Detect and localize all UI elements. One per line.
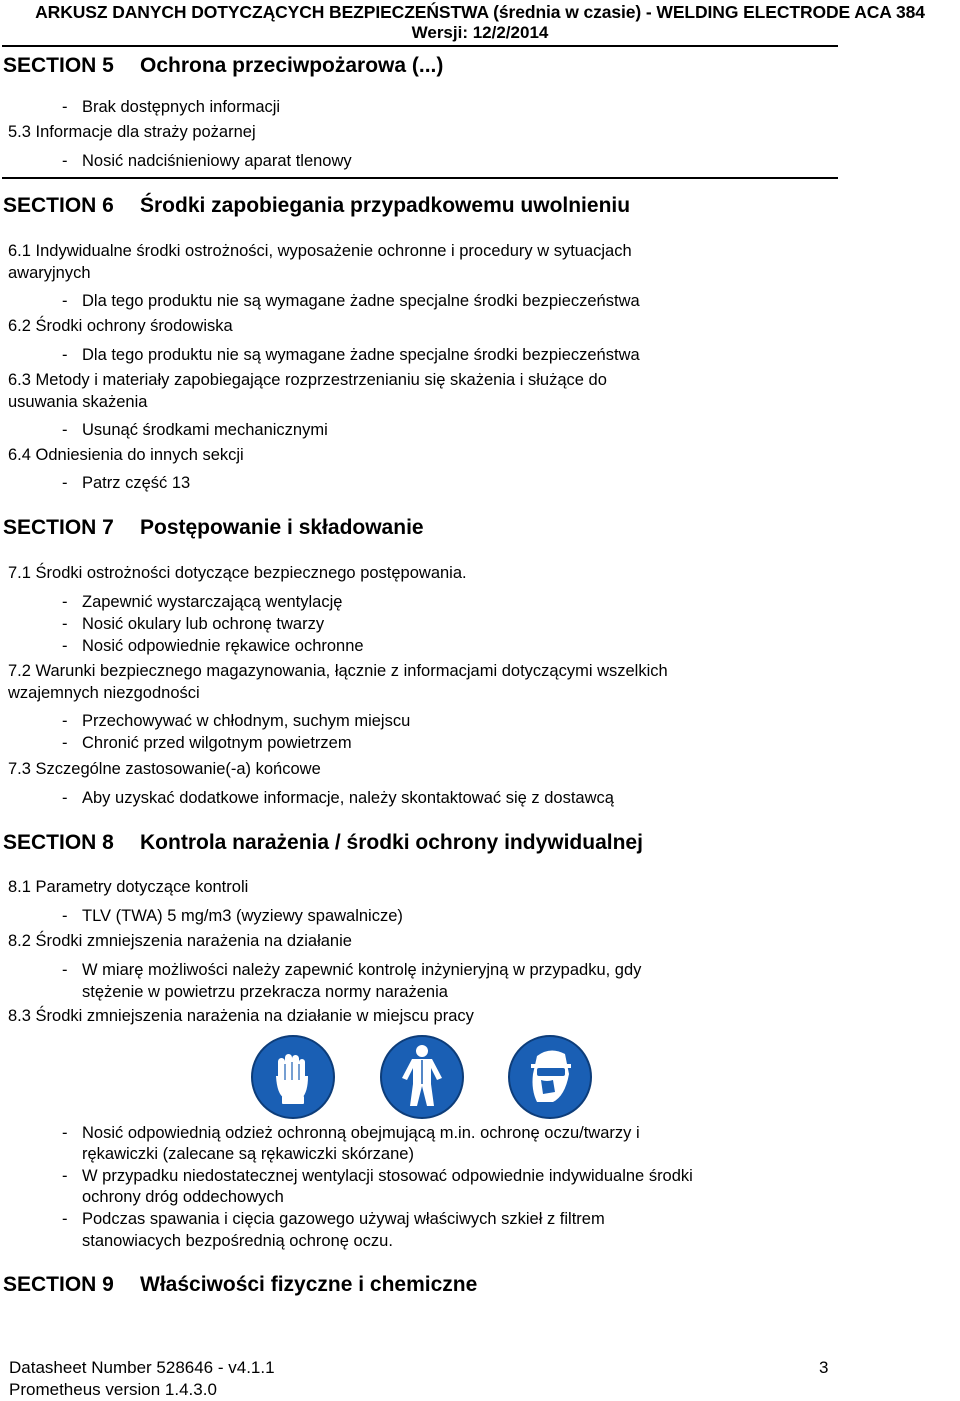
section-8-number: SECTION 8 (3, 831, 114, 854)
prometheus-version: Prometheus version 1.4.3.0 (9, 1380, 217, 1399)
section-8-title: Kontrola narażenia / środki ochrony indywidualnej (140, 831, 643, 854)
subsection-6-3-cont: usuwania skażenia (8, 393, 148, 411)
section-6-title: Środki zapobiegania przypadkowemu uwolnieniu (140, 194, 631, 217)
section-7-number: SECTION 7 (3, 516, 114, 539)
section-5-title: Ochrona przeciwpożarowa (...) (140, 54, 444, 77)
revision-date: Wersji: 12/2/2014 (411, 23, 549, 42)
subsection-8-3: 8.3 Środki zmniejszenia narażenia na działanie w miejscu pracy (8, 1007, 474, 1025)
divider (2, 177, 838, 179)
subsection-6-1-cont: awaryjnych (8, 264, 91, 282)
list-item: - Przechowywać w chłodnym, suchym miejscu (62, 712, 411, 730)
subsection-6-3: 6.3 Metody i materiały zapobiegające rozprzestrzenianiu się skażenia i służące do (8, 371, 607, 389)
section-9-number: SECTION 9 (3, 1273, 114, 1296)
section-9-title: Właściwości fizyczne i chemiczne (140, 1273, 478, 1296)
section-7-title: Postępowanie i składowanie (140, 516, 424, 539)
subsection-6-2: 6.2 Środki ochrony środowiska (8, 317, 233, 335)
datasheet-number: Datasheet Number 528646 - v4.1.1 (9, 1358, 275, 1377)
section-6-number: SECTION 6 (3, 194, 114, 217)
subsection-7-2-cont: wzajemnych niezgodności (8, 684, 200, 702)
list-item: - Nosić okulary lub ochronę twarzy (62, 615, 325, 633)
list-item: - Nosić odpowiednią odzież ochronną obejmującą m.in. ochronę oczu/twarzy i (62, 1124, 640, 1142)
section-5-number: SECTION 5 (3, 54, 114, 77)
list-item: - Patrz część 13 (62, 474, 191, 492)
list-item: - Aby uzyskać dodatkowe informacje, należy skontaktować się z dostawcą (62, 789, 614, 807)
divider (2, 45, 838, 47)
list-item-cont: stanowiacych bezpośrednią ochronę oczu. (82, 1232, 393, 1250)
list-item: - Usunąć środkami mechanicznymi (62, 421, 328, 439)
list-item: - Chronić przed wilgotnym powietrzem (62, 734, 352, 752)
list-item: - TLV (TWA) 5 mg/m3 (wyziewy spawalnicze) (62, 907, 403, 925)
subsection-6-1: 6.1 Indywidualne środki ostrożności, wyposażenie ochronne i procedury w sytuacjach (8, 242, 632, 260)
list-item: - Dla tego produktu nie są wymagane żadne specjalne środki bezpieczeństwa (62, 346, 640, 364)
list-item: - Zapewnić wystarczającą wentylację (62, 593, 343, 611)
face-shield-icon (507, 1034, 593, 1120)
list-item: - Brak dostępnych informacji (62, 98, 281, 116)
list-item: - Dla tego produktu nie są wymagane żadne specjalne środki bezpieczeństwa (62, 292, 640, 310)
page-number: 3 (819, 1358, 829, 1377)
document-title: ARKUSZ DANYCH DOTYCZĄCYCH BEZPIECZEŃSTWA (średnia w czasie) - WELDING ELECTRODE ACA 384 (35, 2, 925, 22)
subsection-8-2: 8.2 Środki zmniejszenia narażenia na działanie (8, 932, 352, 950)
list-item: - Nosić odpowiednie rękawice ochronne (62, 637, 364, 655)
subsection-7-2: 7.2 Warunki bezpiecznego magazynowania, łącznie z informacjami dotyczącymi wszelkich (8, 662, 668, 680)
list-item: - W miarę możliwości należy zapewnić kontrolę inżynieryjną w przypadku, gdy (62, 961, 642, 979)
subsection-7-1: 7.1 Środki ostrożności dotyczące bezpiecznego postępowania. (8, 564, 467, 582)
gloves-icon (250, 1034, 336, 1120)
subsection-8-1: 8.1 Parametry dotyczące kontroli (8, 878, 249, 896)
list-item: - Podczas spawania i cięcia gazowego używaj właściwych szkieł z filtrem (62, 1210, 605, 1228)
protective-clothing-icon (379, 1034, 465, 1120)
list-item: - Nosić nadciśnieniowy aparat tlenowy (62, 152, 352, 170)
subsection-6-4: 6.4 Odniesienia do innych sekcji (8, 446, 244, 464)
list-item-cont: stężenie w powietrzu przekracza normy narażenia (82, 983, 448, 1001)
list-item-cont: ochrony dróg oddechowych (82, 1188, 284, 1206)
list-item: - W przypadku niedostatecznej wentylacji stosować odpowiednie indywidualne środki (62, 1167, 693, 1185)
subsection-5-3: 5.3 Informacje dla straży pożarnej (8, 123, 256, 141)
subsection-7-3: 7.3 Szczególne zastosowanie(-a) końcowe (8, 760, 321, 778)
list-item-cont: rękawiczki (zalecane są rękawiczki skórzane) (82, 1145, 414, 1163)
